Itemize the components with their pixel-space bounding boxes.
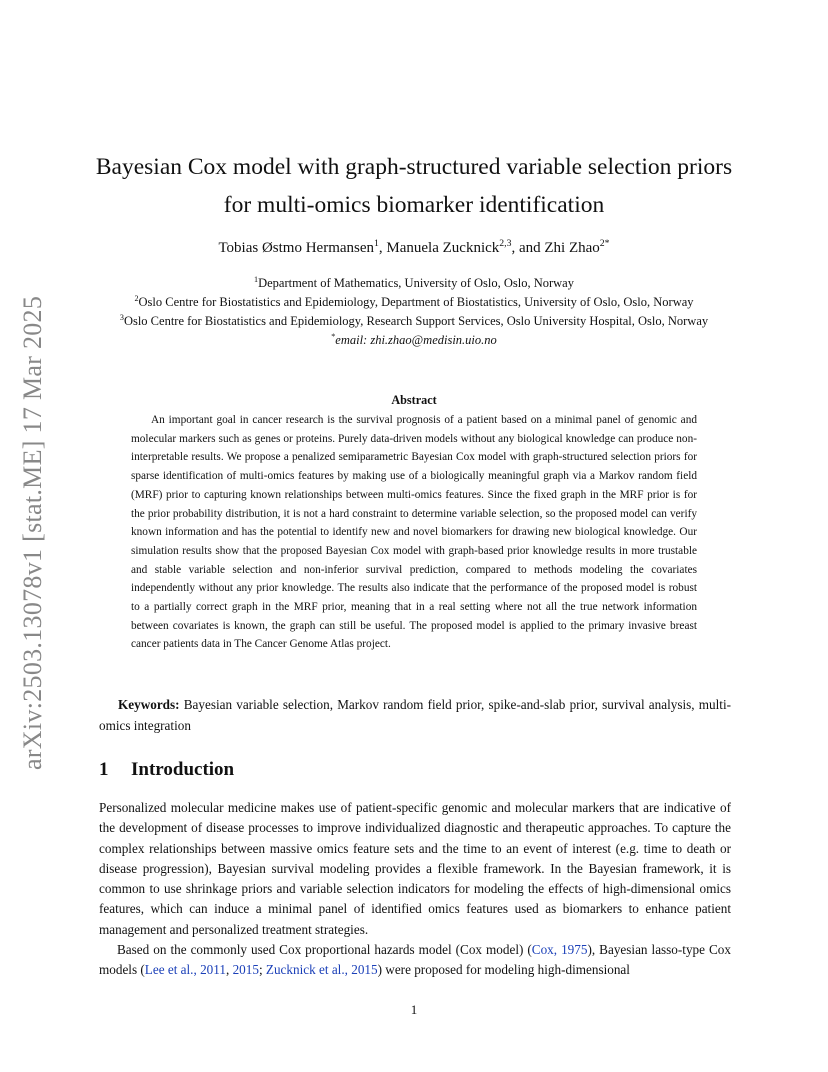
affiliation-text: Oslo Centre for Biostatistics and Epidemiology, Department of Biostatistics, University of Oslo, Oslo, Norway (138, 295, 694, 309)
para-text: ), Bayesian lasso-type Cox models ( (99, 942, 731, 978)
affiliation-sup: 3 (119, 312, 124, 322)
author-separator: , and (511, 240, 545, 256)
para-text: , (225, 962, 233, 978)
affiliation-text: Oslo Centre for Biostatistics and Epidemiology, Research Support Services, Oslo University Hospital, Oslo, Norway (123, 314, 709, 328)
author-affil-sup: 2,3 (499, 238, 512, 249)
arxiv-identifier: arXiv:2503.13078v1 [stat.ME] 17 Mar 2025 (18, 295, 47, 770)
intro-paragraph-2 (99, 940, 731, 981)
title-line-2: for multi-omics biomarker identification (223, 192, 605, 218)
keywords (99, 694, 731, 736)
abstract-body: An important goal in cancer research is the survival prognosis of a patient based on a minimal panel of genomic and molecular markers such as genes or proteins. Purely data-driven models without any biological knowledge can produce non-interpretable results. We propose a penalized semiparametric Bayesian Cox model with graph-structured selection priors for sparse identification of multi-omics features by making use of a biologically meaningful graph via a Markov random field (MRF) prior to capturing known relationships between multi-omics features. Since the fixed graph in the MRF prior is for the prior probability distribution, it is not a hard constraint to determine variable selection, so the proposed model can verify known information and has the potential to identify new and novel biomarkers for drawing new biological knowledge. Our simulation results show that the proposed Bayesian Cox model with graph-based prior knowledge results in more trustable and stable variable selection and non-inferior survival prediction, compared to methods modeling the covariates independently without any prior knowledge. The results also indicate that the performance of the proposed model is robust to a partially correct graph in the MRF prior, meaning that in a real setting where not all the true network information between covariates is known, the graph can still be useful. The proposed model is applied to the primary invasive breast cancer patients data in The Cancer Genome Atlas project. (131, 414, 697, 651)
email-text[interactable]: email: zhi.zhao@medisin.uio.no (335, 333, 497, 347)
para-text: ) were proposed for modeling high-dimensional (377, 962, 630, 978)
author-name: Zhi Zhao (544, 240, 600, 256)
abstract-heading: Abstract (391, 393, 437, 407)
affiliation-sup: 1 (254, 274, 259, 284)
title-line-1: Bayesian Cox model with graph-structured variable selection priors (95, 154, 733, 180)
section-heading (99, 759, 234, 781)
citation-link[interactable]: 2015 (232, 962, 259, 978)
affiliation (90, 314, 738, 329)
affiliation (90, 276, 738, 291)
author-affil-sup: 1 (374, 238, 379, 249)
paper-title (90, 148, 738, 224)
para-text: Based on the commonly used Cox proportional hazards model (Cox model) ( (117, 942, 532, 957)
author-name: Manuela Zucknick (386, 240, 500, 256)
affiliation-sup: 2 (134, 293, 139, 303)
citation-link[interactable]: Zucknick et al., 2015 (265, 962, 378, 978)
affiliation (90, 295, 738, 310)
corresponding-email (90, 333, 738, 348)
author-affil-sup: 2* (599, 238, 610, 249)
affiliation-text: Department of Mathematics, University of Oslo, Oslo, Norway (258, 276, 574, 290)
email-sup: * (331, 331, 336, 341)
para-text: ; (258, 962, 266, 978)
page-number: 1 (410, 1002, 418, 1017)
section-title: Introduction (131, 759, 235, 780)
author-name: Tobias Østmo Hermansen (218, 240, 375, 256)
author-list (90, 240, 738, 257)
section-number: 1 (99, 759, 109, 780)
intro-paragraph-1: Personalized molecular medicine makes use of patient-specific genomic and molecular markers that are indicative of the development of disease processes to improve individualized diagnostic and therapeutic approaches. To capture the complex relationships between massive omics feature sets and the time to an event of interest (e.g. time to death or disease progression), Bayesian survival modeling provides a flexible framework. In the Bayesian framework, it is common to use shrinkage priors and variable selection indicators for modeling the effects of high-dimensional omics features, which can induce a minimal panel of identified omics features used as biomarkers to enhance patient management and personalized treatment strategies. (99, 800, 731, 937)
keywords-text: Bayesian variable selection, Markov random field prior, spike-and-slab prior, survival analysis, multi-omics integration (99, 697, 731, 733)
keywords-label: Keywords: (118, 697, 180, 712)
citation-link[interactable]: Cox, 1975 (531, 942, 588, 957)
citation-link[interactable]: Lee et al., 2011 (144, 962, 226, 978)
author-separator: , (378, 240, 387, 256)
